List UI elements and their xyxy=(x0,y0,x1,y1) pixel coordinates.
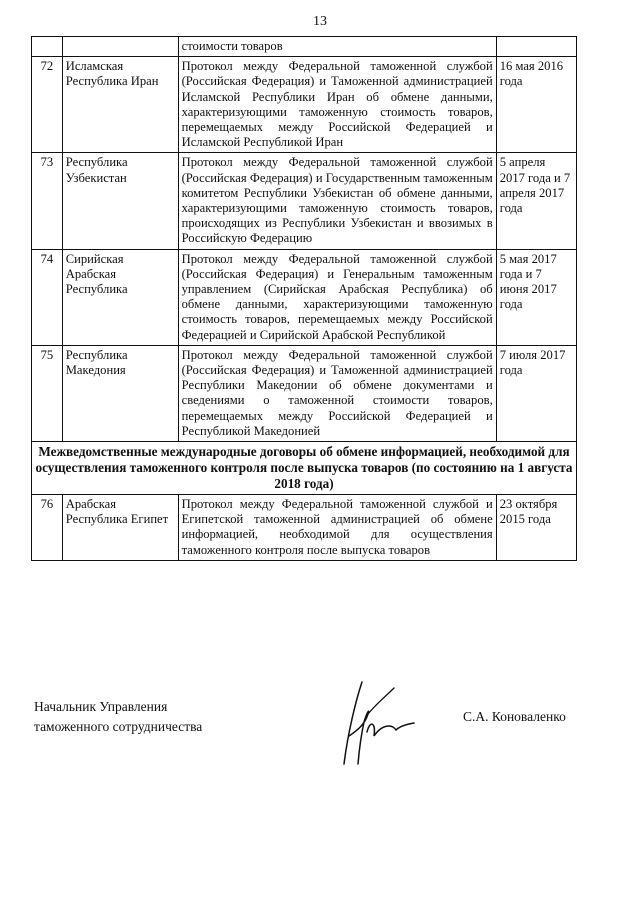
page-number: 13 xyxy=(313,14,327,29)
country-cell xyxy=(62,37,178,57)
date-cell: 23 октября 2015 года xyxy=(496,495,576,561)
signatory-title-line2: таможенного сотрудничества xyxy=(34,719,203,734)
document-cell: Протокол между Федеральной таможенной службой (Российская Федерация) и Государственным таможенным комитетом Республики Узбекистан об обмене данными, характеризующими таможенную стоимость товаров, происходящих из Республики Узбекистан и ввозимых в Российскую Федерацию xyxy=(178,153,496,249)
document-cell: Протокол между Федеральной таможенной службой (Российская Федерация) и Генеральным таможенным управлением (Сирийская Арабская Республика) об обмене данными, характеризующими таможенную стоимость товаров, перемещаемых между Российской Федерацией и Сирийской Арабской Республикой xyxy=(178,249,496,345)
treaties-table xyxy=(31,36,577,561)
table-row xyxy=(32,57,577,153)
document-cell: Протокол между Федеральной таможенной службой (Российская Федерация) и Таможенной администрацией Республики Македонии об обмене документами и сведениями о таможенной стоимости товаров, перемещаемых между Российской Федерацией и Республикой Македонией xyxy=(178,345,496,441)
signatory-title xyxy=(34,697,202,737)
document-cell: Протокол между Федеральной таможенной службой (Российская Федерация) и Таможенной администрацией Исламской Республики Иран об обмене данными, характеризующими таможенную стоимость товаров, перемещаемых между Российской Федерацией и Исламской Республикой Иран xyxy=(178,57,496,153)
row-number-cell: 76 xyxy=(32,495,63,561)
row-number-cell xyxy=(32,37,63,57)
section-heading-row xyxy=(32,442,577,495)
country-cell: Республика Македония xyxy=(62,345,178,441)
country-cell: Исламская Республика Иран xyxy=(62,57,178,153)
row-number-cell: 73 xyxy=(32,153,63,249)
row-number-cell: 72 xyxy=(32,57,63,153)
signatory-name: С.А. Коноваленко xyxy=(463,709,566,724)
signatory-title-line1: Начальник Управления xyxy=(34,699,168,714)
date-cell xyxy=(496,37,576,57)
date-cell: 16 мая 2016 года xyxy=(496,57,576,153)
date-cell: 5 мая 2017 года и 7 июня 2017 года xyxy=(496,249,576,345)
section-heading: Межведомственные международные договоры об обмене информацией, необходимой для осуществления таможенного контроля после выпуска товаров (по состоянию на 1 августа 2018 года) xyxy=(32,442,577,495)
row-number-cell: 75 xyxy=(32,345,63,441)
country-cell: Республика Узбекистан xyxy=(62,153,178,249)
row-number-cell: 74 xyxy=(32,249,63,345)
table-row xyxy=(32,37,577,57)
country-cell: Сирийская Арабская Республика xyxy=(62,249,178,345)
handwritten-signature xyxy=(334,666,434,770)
table-row xyxy=(32,249,577,345)
document-cell: стоимости товаров xyxy=(178,37,496,57)
table-row xyxy=(32,153,577,249)
table-row xyxy=(32,495,577,561)
country-cell: Арабская Республика Египет xyxy=(62,495,178,561)
date-cell: 7 июля 2017 года xyxy=(496,345,576,441)
document-cell: Протокол между Федеральной таможенной службой и Египетской таможенной администрацией об обмене информацией, необходимой для осуществления таможенного контроля после выпуска товаров xyxy=(178,495,496,561)
table-row xyxy=(32,345,577,441)
date-cell: 5 апреля 2017 года и 7 апреля 2017 года xyxy=(496,153,576,249)
